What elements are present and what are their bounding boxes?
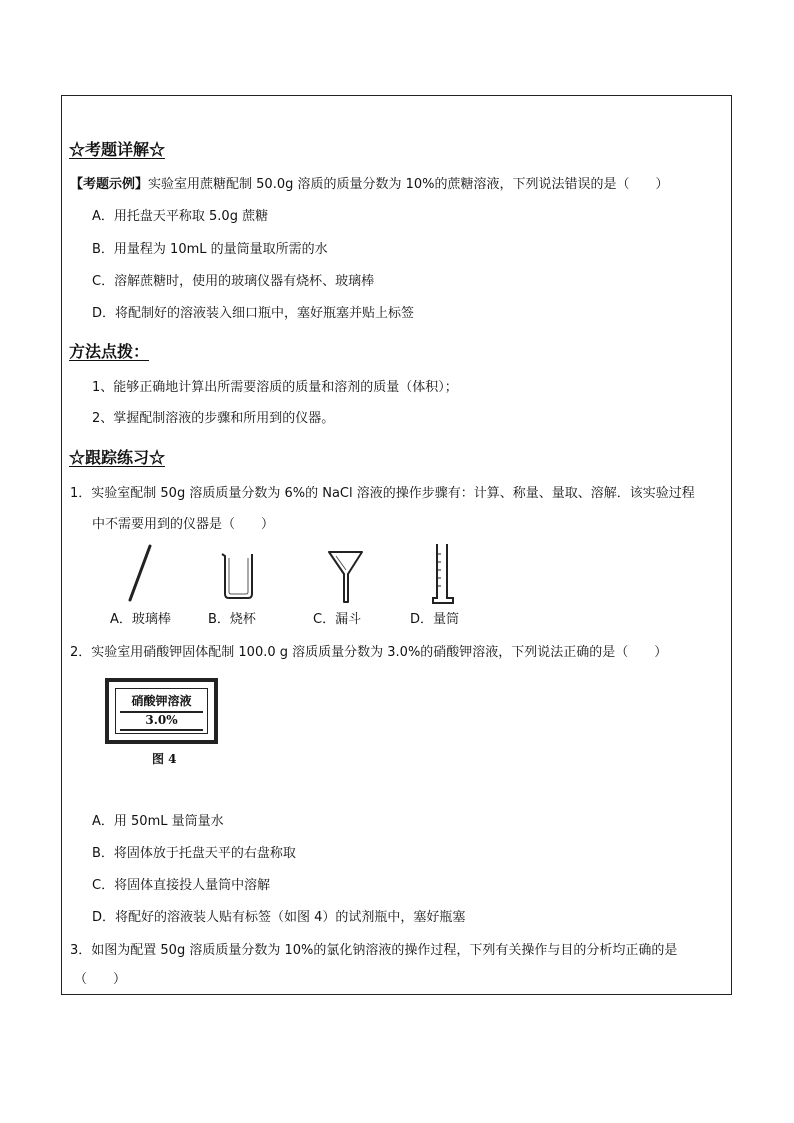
- q2-question: 2．实验室用硝酸钾固体配制 100.0 g 溶质质量分数为 3.0%的硝酸钾溶液，下列说法正确的是（ ）: [70, 645, 668, 660]
- q2-option-b: B．将固体放于托盘天平的右盘称取: [92, 846, 296, 861]
- example-question: [70, 177, 669, 193]
- example-tag: 【考题示例】: [70, 177, 149, 192]
- example-option-b: B．用量程为 10mL 的量筒量取所需的水: [92, 242, 328, 257]
- q2-option-d: D．将配好的溶液装人贴有标签（如图 4）的试剂瓶中，塞好瓶塞: [92, 910, 466, 925]
- reagent-label-title: 硝酸钾溶液: [131, 694, 192, 708]
- q3-line-1: 3．如图为配置 50g 溶质质量分数为 10%的氯化钠溶液的操作过程，下列有关操作与目的分析均正确的是: [70, 943, 678, 958]
- graduated-cylinder-icon: [428, 540, 458, 606]
- q1-line-1: 1．实验室配制 50g 溶质质量分数为 6%的 NaCl 溶液的操作步骤有：计算、称量、量取、溶解．该实验过程: [70, 486, 695, 501]
- q1-option-c: C．漏斗: [313, 612, 362, 627]
- example-option-a: A．用托盘天平称取 5.0g 蔗糖: [92, 209, 269, 224]
- q2-option-c: C．将固体直接投人量筒中溶解: [92, 878, 271, 893]
- method-point-1: 1、能够正确地计算出所需要溶质的质量和溶剂的质量（体积）；: [92, 380, 458, 395]
- method-point-2: 2、掌握配制溶液的步骤和所用到的仪器。: [92, 411, 335, 426]
- q2-option-a: A．用 50mL 量筒量水: [92, 814, 224, 829]
- q3-line-2: （ ）: [74, 972, 127, 987]
- glass-rod-icon: [120, 542, 160, 604]
- q1-option-a: A．玻璃棒: [110, 612, 171, 627]
- example-option-c: C．溶解蔗糖时，使用的玻璃仪器有烧杯、玻璃棒: [92, 274, 375, 289]
- funnel-icon: [326, 548, 366, 604]
- example-question-text: 实验室用蔗糖配制 50.0g 溶质的质量分数为 10%的蔗糖溶液，下列说法错误的是（ ）: [148, 177, 669, 192]
- section-title-exam-explained: ☆考题详解☆: [69, 140, 166, 159]
- beaker-icon: [218, 550, 258, 602]
- example-option-d: D．将配制好的溶液装入细口瓶中，塞好瓶塞并贴上标签: [92, 306, 415, 321]
- method-title: 方法点拨：: [69, 342, 150, 361]
- reagent-label-figure: [105, 678, 218, 744]
- q1-option-d: D．量筒: [410, 612, 460, 627]
- section-title-follow-up-practice: ☆跟踪练习☆: [69, 448, 166, 467]
- q1-option-b: B．烧杯: [208, 612, 256, 627]
- reagent-label-value: 3.0%: [145, 713, 178, 727]
- figure-caption: 图 4: [152, 752, 177, 766]
- q1-line-2: 中不需要用到的仪器是（ ）: [92, 517, 275, 532]
